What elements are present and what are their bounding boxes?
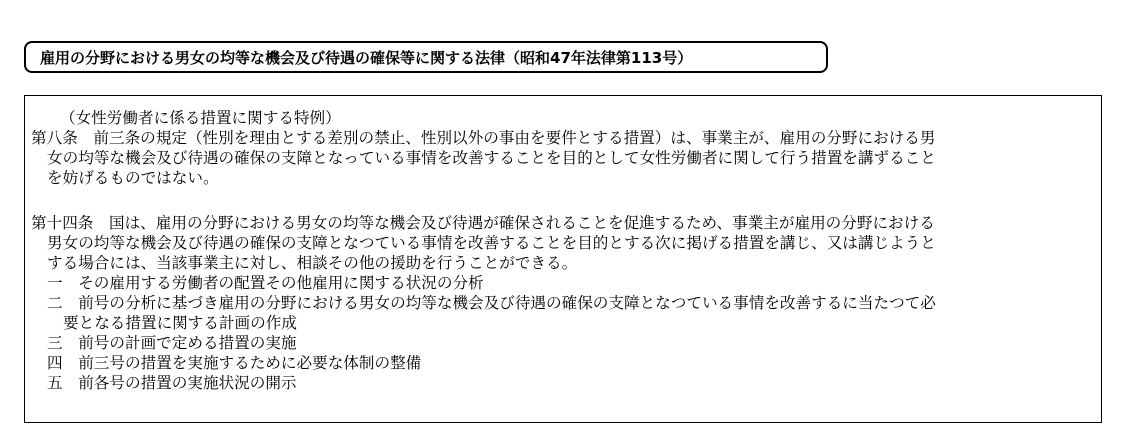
article-14-line-2: 男女の均等な機会及び待遇の確保の支障となつている事情を改善することを目的とする次に掲げる措置を講じ、又は講じようと [47, 234, 936, 252]
article-8-line-1: 第八条 前三条の規定（性別を理由とする差別の禁止、性別以外の事由を要件とする措置）は、事業主が、雇用の分野における男 [31, 129, 936, 147]
article-14-item-5: 五 前各号の措置の実施状況の開示 [47, 374, 297, 392]
article-14-item-2-line-1: 二 前号の分析に基づき雇用の分野における男女の均等な機会及び待遇の確保の支障となつている事情を改善するに当たつて必 [47, 294, 936, 312]
article-8-line-3: を妨げるものではない。 [47, 169, 219, 187]
heading-special-provisions: （女性労働者に係る措置に関する特例） [60, 109, 341, 127]
law-title-box [24, 41, 828, 73]
law-title: 雇用の分野における男女の均等な機会及び待遇の確保等に関する法律（昭和47年法律第113号） [40, 48, 693, 67]
article-14-line-3: する場合には、当該事業主に対し、相談その他の援助を行うことができる。 [47, 254, 578, 272]
article-14-item-1: 一 その雇用する労働者の配置その他雇用に関する状況の分析 [47, 274, 484, 292]
article-14-item-4: 四 前三号の措置を実施するために必要な体制の整備 [47, 354, 422, 372]
article-8-line-2: 女の均等な機会及び待遇の確保の支障となっている事情を改善することを目的として女性労働者に関して行う措置を講ずること [47, 149, 936, 167]
article-14-item-3: 三 前号の計画で定める措置の実施 [47, 334, 297, 352]
article-14-item-2-line-2: 要となる措置に関する計画の作成 [63, 314, 297, 332]
law-text-box [24, 95, 1102, 423]
article-14-line-1: 第十四条 国は、雇用の分野における男女の均等な機会及び待遇が確保されることを促進するため、事業主が雇用の分野における [31, 214, 935, 232]
